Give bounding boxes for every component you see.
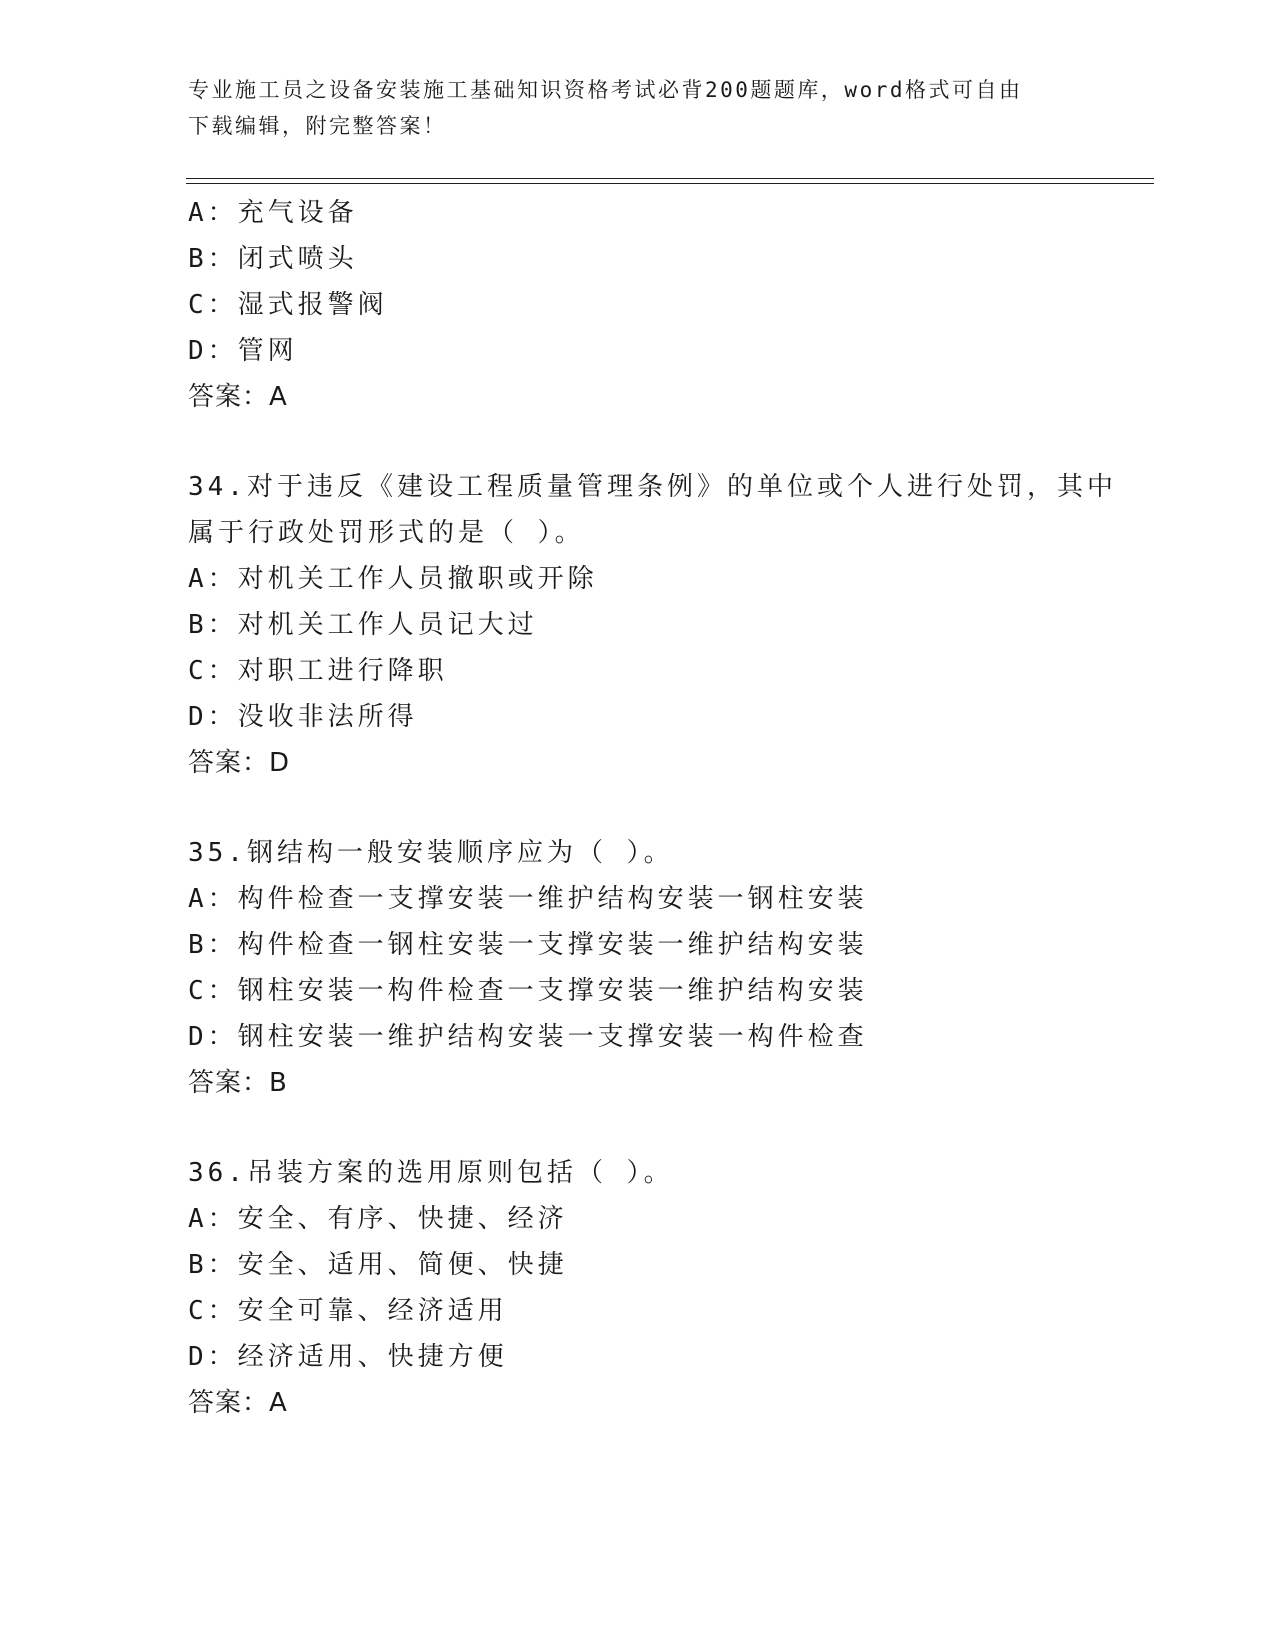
question-text-line-1: 35.钢结构一般安装顺序应为（ ）。 [188, 838, 674, 868]
option-b: B：闭式喷头 [188, 244, 358, 274]
option-c: C：湿式报警阀 [188, 290, 388, 320]
question-content [188, 190, 1148, 1426]
document-header [188, 72, 1068, 144]
spacer [188, 786, 1148, 830]
answer-line: 答案：A [188, 382, 288, 412]
answer-line: 答案：A [188, 1388, 288, 1418]
option-c: C：安全可靠、经济适用 [188, 1296, 508, 1326]
option-a: A：安全、有序、快捷、经济 [188, 1204, 568, 1234]
question-block-35 [188, 830, 1148, 1106]
option-b: B：对机关工作人员记大过 [188, 610, 538, 640]
answer-line: 答案：D [188, 748, 291, 778]
question-block-36 [188, 1150, 1148, 1426]
spacer [188, 1106, 1148, 1150]
option-b: B：构件检查一钢柱安装一支撑安装一维护结构安装 [188, 930, 868, 960]
header-line-2: 下载编辑，附完整答案！ [188, 114, 447, 138]
option-b: B：安全、适用、简便、快捷 [188, 1250, 568, 1280]
option-d: D：钢柱安装一维护结构安装一支撑安装一构件检查 [188, 1022, 868, 1052]
option-d: D：经济适用、快捷方便 [188, 1342, 508, 1372]
header-divider-top [186, 178, 1154, 179]
option-a: A：构件检查一支撑安装一维护结构安装一钢柱安装 [188, 884, 868, 914]
spacer [188, 420, 1148, 464]
question-text-line-1: 34.对于违反《建设工程质量管理条例》的单位或个人进行处罚，其中 [188, 472, 1117, 502]
header-line-1: 专业施工员之设备安装施工基础知识资格考试必背200题题库，word格式可自由 [188, 78, 1023, 102]
option-c: C：对职工进行降职 [188, 656, 448, 686]
answer-line: 答案：B [188, 1068, 288, 1098]
option-c: C：钢柱安装一构件检查一支撑安装一维护结构安装 [188, 976, 868, 1006]
option-a: A：对机关工作人员撤职或开除 [188, 564, 598, 594]
header-divider-bottom [186, 183, 1154, 184]
question-block-33 [188, 190, 1148, 420]
option-a: A：充气设备 [188, 198, 358, 228]
question-block-34 [188, 464, 1148, 786]
option-d: D：没收非法所得 [188, 702, 418, 732]
question-text-line-2: 属于行政处罚形式的是（ ）。 [188, 518, 585, 548]
question-text-line-1: 36.吊装方案的选用原则包括（ ）。 [188, 1158, 674, 1188]
option-d: D：管网 [188, 336, 298, 366]
